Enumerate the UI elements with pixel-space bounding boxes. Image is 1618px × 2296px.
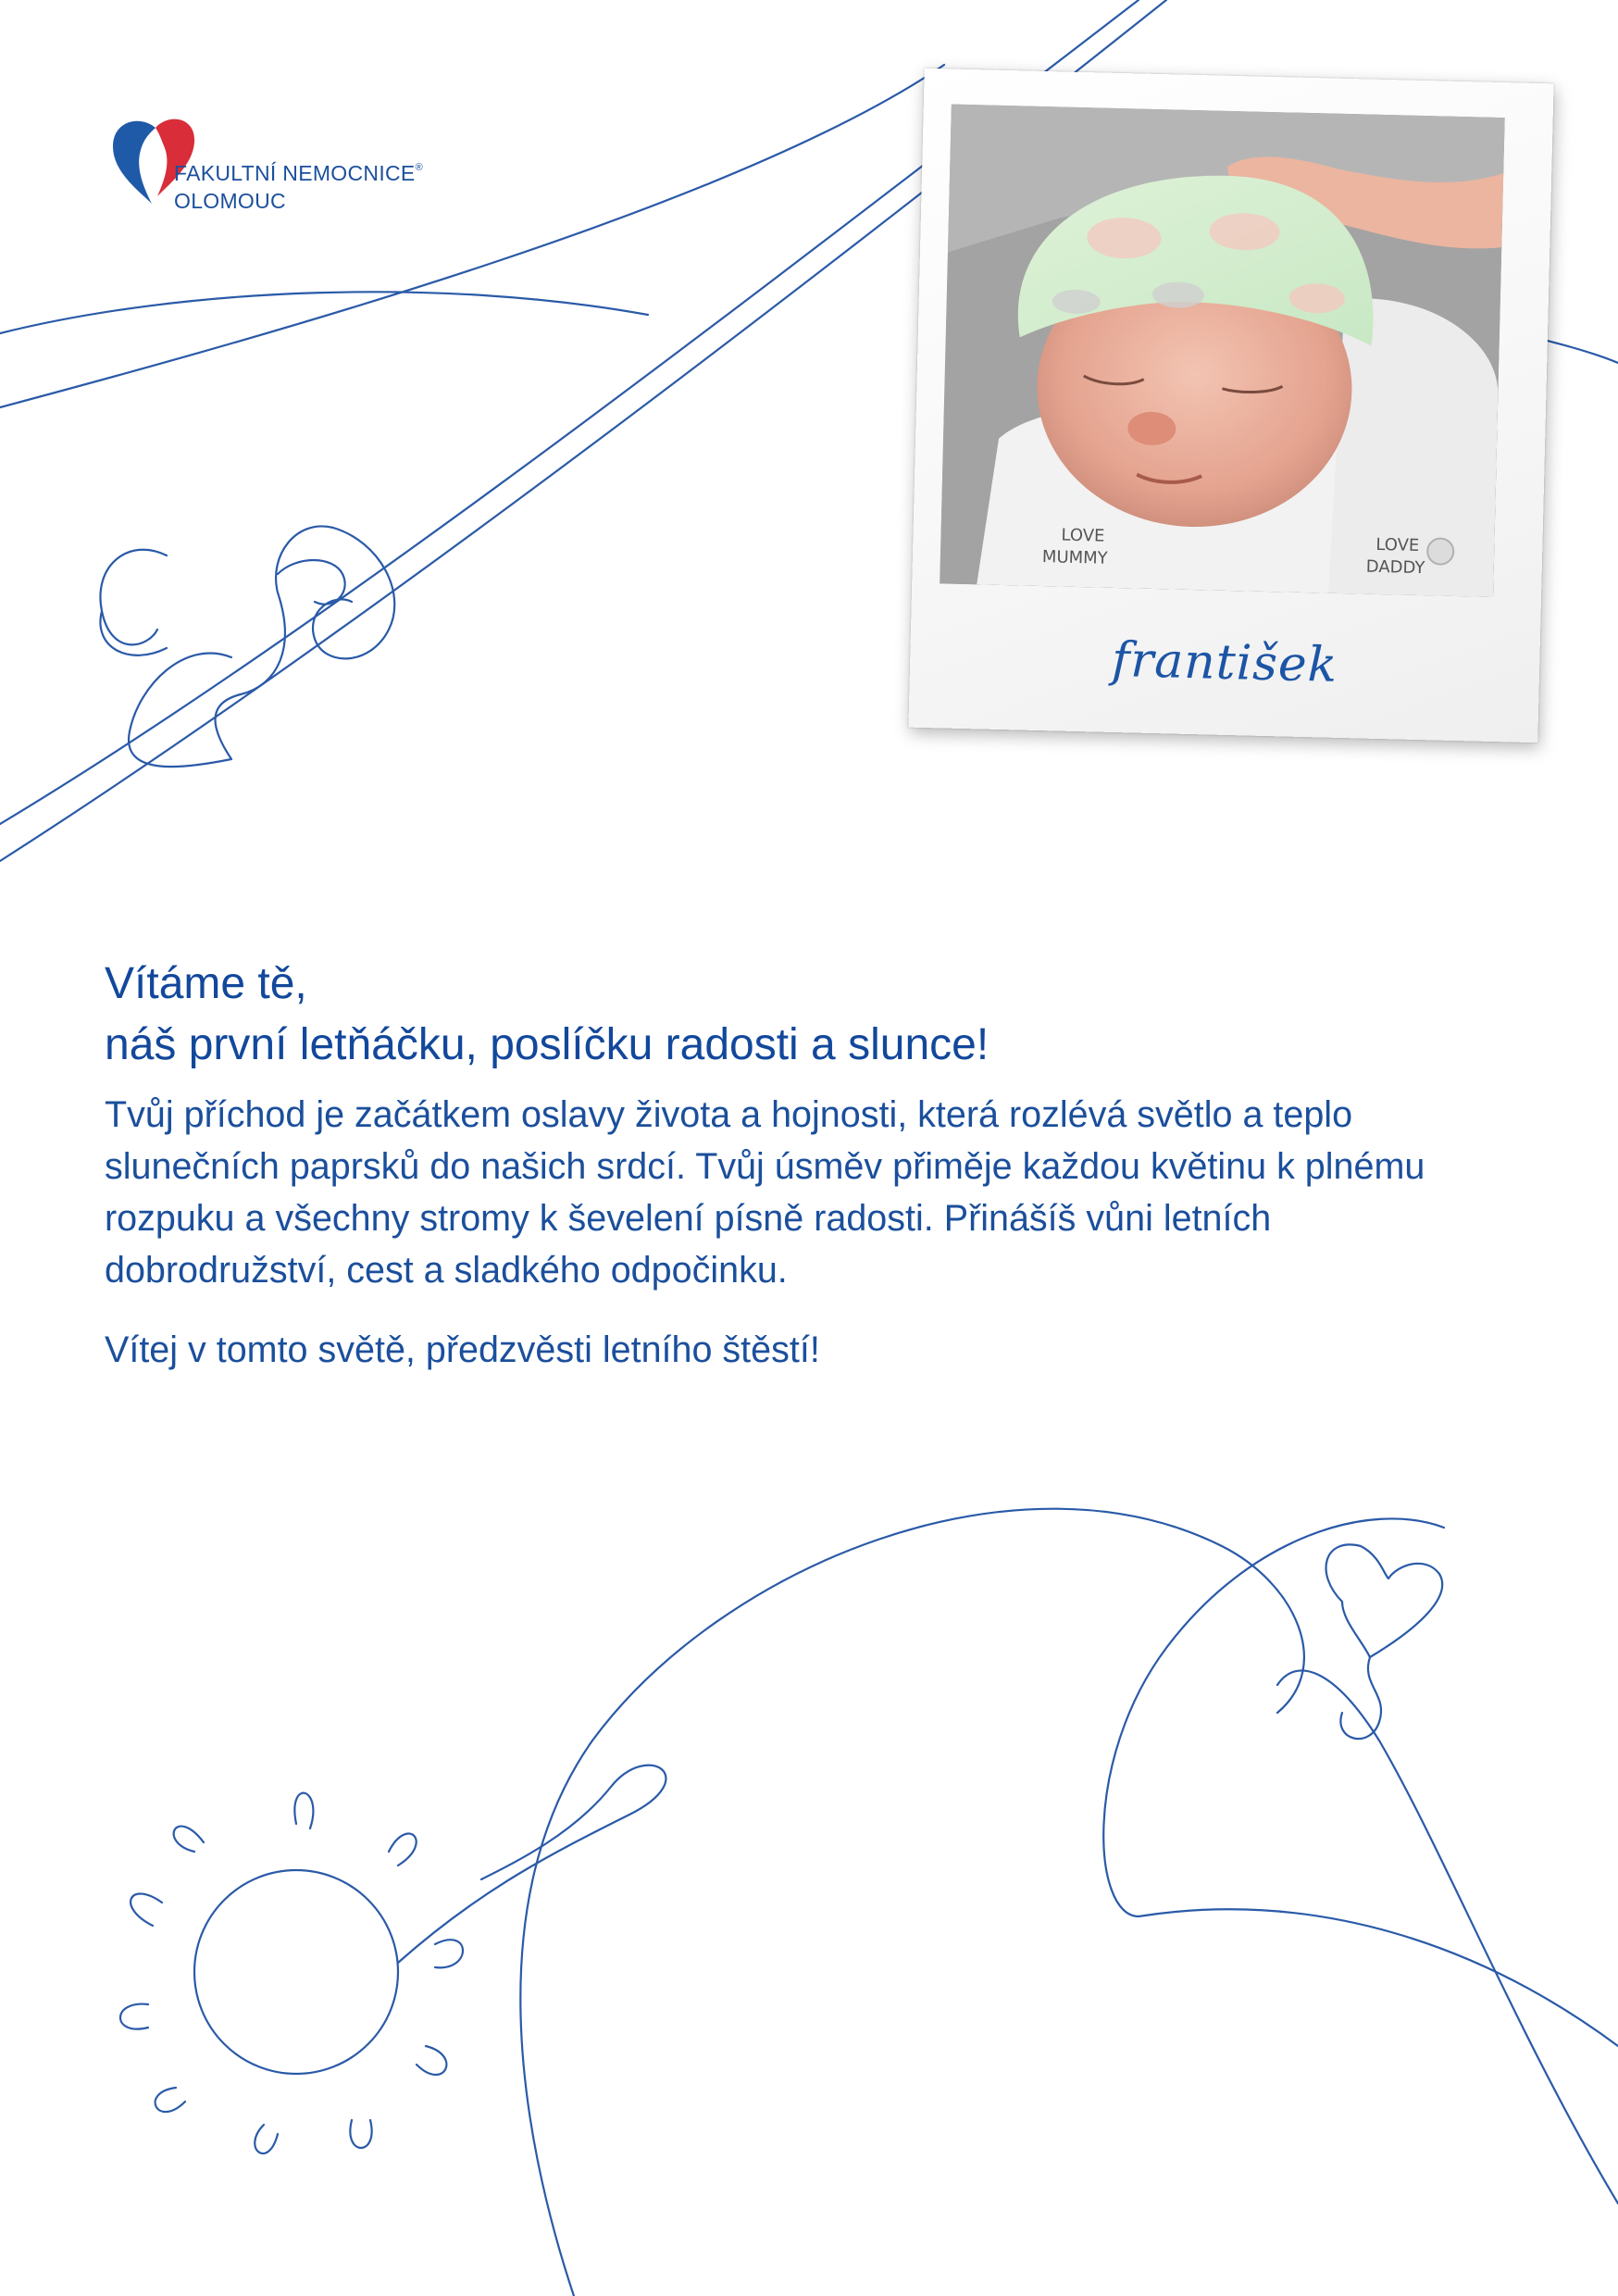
baby-hand-outline bbox=[278, 560, 345, 605]
bottom-curve-inner bbox=[1103, 1518, 1618, 2046]
body-paragraph: Tvůj příchod je začátkem oslavy života a hojnosti, která rozlévá světlo a teplo slunečních paprsků do našich srdcí. Tvůj úsměv přiměje každou květinu k plnému rozpuku a všechny stromy k ševelení písně radosti. Přinášíš vůni letních dobrodružství, cest a sladkého odpočinku. bbox=[105, 1094, 1425, 1291]
bottom-curve-right bbox=[1277, 1670, 1618, 2203]
photo-caption: františek bbox=[1111, 631, 1338, 693]
greeting-headline bbox=[105, 954, 1549, 1076]
hospital-name-line2: OLOMOUC bbox=[174, 189, 286, 213]
onesie-print-love-2: LOVE bbox=[1375, 534, 1420, 556]
hospital-name-line1: FAKULTNÍ NEMOCNICE bbox=[174, 161, 416, 185]
sun-string bbox=[398, 1766, 666, 1963]
sun-outline bbox=[194, 1870, 398, 2074]
greeting-text-block bbox=[105, 954, 1549, 1376]
onesie-print-mummy: MUMMY bbox=[1041, 547, 1108, 568]
hospital-logo bbox=[104, 107, 492, 213]
registered-mark: ® bbox=[415, 162, 423, 173]
baby-outline bbox=[100, 526, 394, 767]
bottom-curve-large bbox=[520, 1509, 1304, 2296]
closing-line: Vítej v tomto světě, předzvěsti letního štěstí! bbox=[105, 1329, 820, 1370]
greeting-line1: Vítáme tě, bbox=[105, 959, 307, 1008]
baby-photo bbox=[940, 105, 1504, 597]
hospital-name bbox=[174, 159, 423, 215]
polaroid-photo-frame bbox=[908, 69, 1553, 742]
onesie-print-daddy: DADDY bbox=[1365, 556, 1425, 579]
greeting-line2: náš první letňáčku, poslíčku radosti a slunce! bbox=[105, 1020, 989, 1069]
baby-photo-illustration bbox=[940, 105, 1504, 597]
sun-rays bbox=[120, 1793, 463, 2153]
onesie-print-love-1: LOVE bbox=[1061, 525, 1105, 546]
top-swoosh-line-4 bbox=[0, 292, 648, 333]
heart-balloon-outline bbox=[1326, 1544, 1443, 1657]
